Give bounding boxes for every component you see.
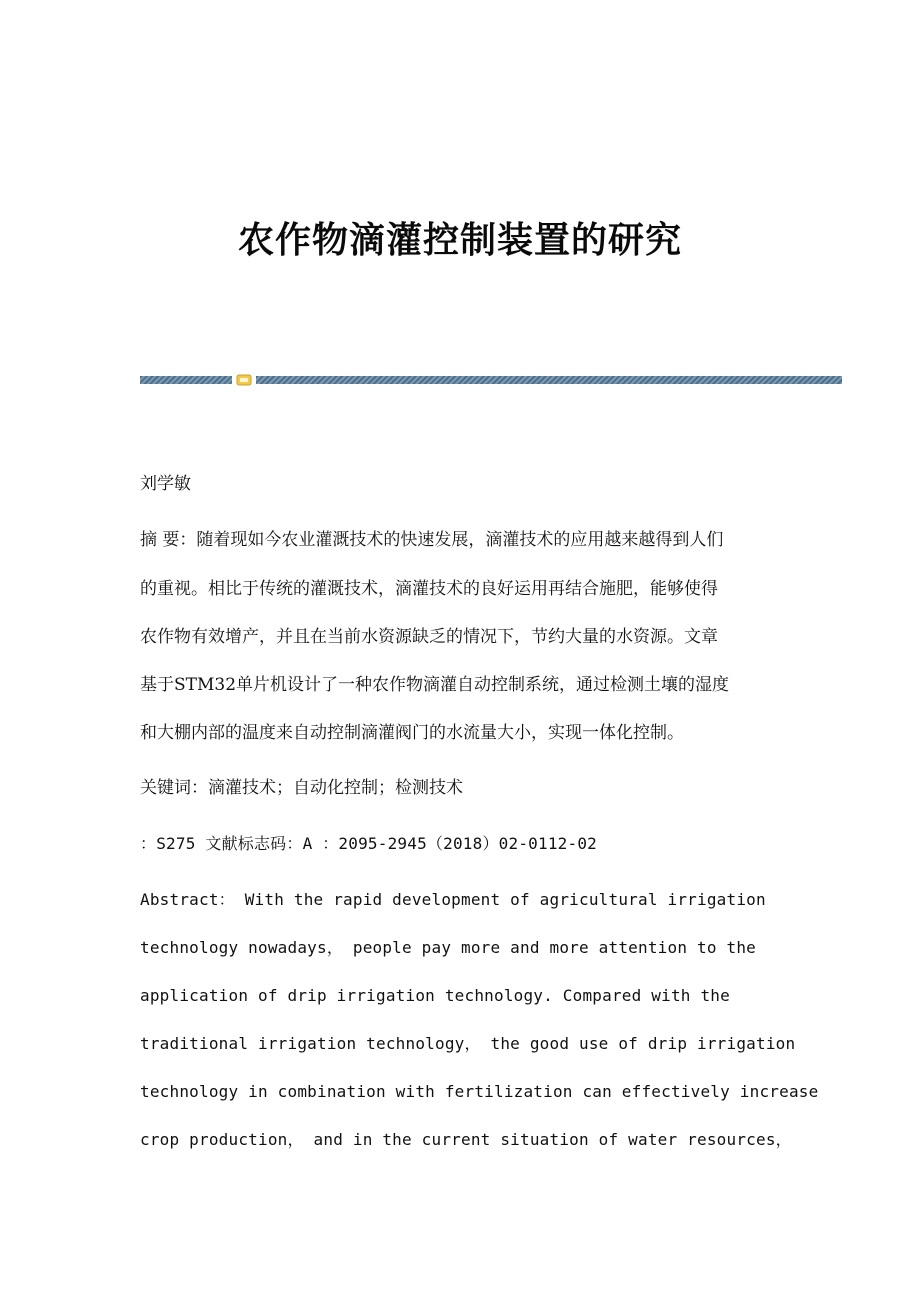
abstract-cn-line: 的重视。相比于传统的灌溉技术，滴灌技术的良好运用再结合施肥，能够使得 <box>140 579 718 599</box>
divider-bar-left <box>140 376 232 384</box>
divider-bar-right <box>256 376 842 384</box>
title-divider <box>140 373 842 387</box>
abstract-en-line: technology in combination with fertilization can effectively increase <box>140 1082 819 1101</box>
ornament-icon <box>236 373 252 387</box>
abstract-en-line: application of drip irrigation technology. Compared with the <box>140 986 730 1005</box>
abstract-cn-line: 和大棚内部的温度来自动控制滴灌阀门的水流量大小，实现一体化控制。 <box>140 723 684 743</box>
abstract-cn-line: 摘 要：随着现如今农业灌溉技术的快速发展，滴灌技术的应用越来越得到人们 <box>140 530 724 550</box>
abstract-cn-line: 基于STM32单片机设计了一种农作物滴灌自动控制系统，通过检测土壤的湿度 <box>140 675 730 695</box>
abstract-en-line: crop production， and in the current situation of water resources， <box>140 1130 792 1149</box>
abstract-cn-line: 农作物有效增产，并且在当前水资源缺乏的情况下，节约大量的水资源。文章 <box>140 627 718 647</box>
abstract-en-line: technology nowadays， people pay more and more attention to the <box>140 938 757 957</box>
keywords: 关键词：滴灌技术；自动化控制；检测技术 <box>140 778 463 798</box>
author-name: 刘学敏 <box>140 474 191 494</box>
abstract-en-line: traditional irrigation technology， the good use of drip irrigation <box>140 1034 796 1053</box>
classification-line: ：S275 文献标志码：A ：2095-2945（2018）02-0112-02 <box>140 834 597 853</box>
abstract-en-line: Abstract： With the rapid development of agricultural irrigation <box>140 890 766 909</box>
document-title: 农作物滴灌控制装置的研究 <box>237 219 682 261</box>
